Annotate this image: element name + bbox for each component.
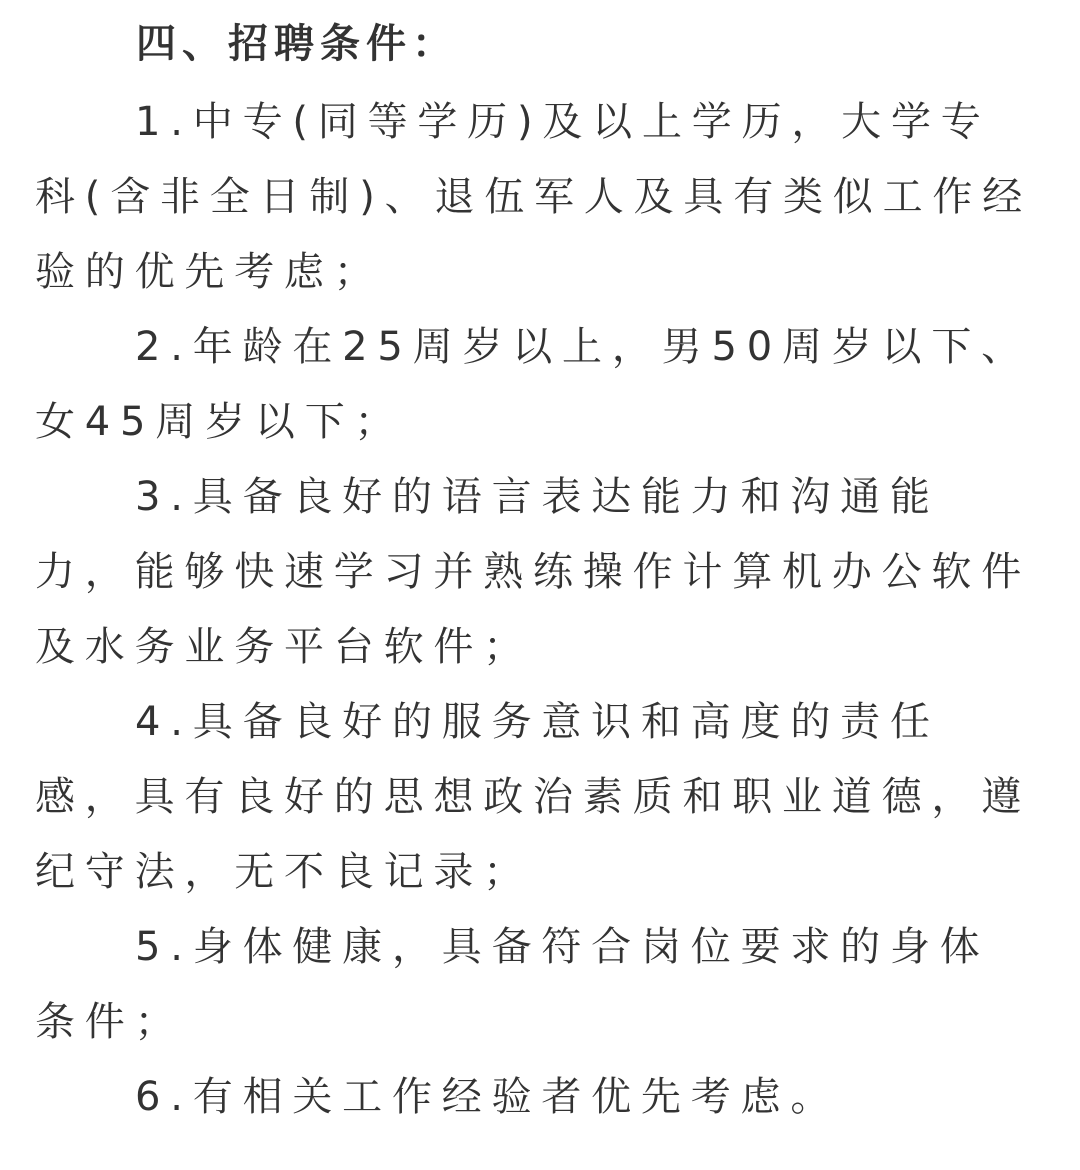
requirement-item-5: 5.身体健康，具备符合岗位要求的身体条件； <box>35 924 990 1045</box>
requirement-item-6: 6.有相关工作经验者优先考虑。 <box>135 1074 841 1120</box>
requirement-item-2: 2.年龄在25周岁以上，男50周岁以下、女45周岁以下； <box>35 324 1031 445</box>
requirement-item-3: 3.具备良好的语言表达能力和沟通能力，能够快速学习并熟练操作计算机办公软件及水务业务平台软件； <box>35 474 1031 670</box>
requirement-item-1: 1.中专(同等学历)及以上学历，大学专科(含非全日制)、退伍军人及具有类似工作经验的优先考虑； <box>35 99 1033 295</box>
section-heading: 四、招聘条件： <box>136 21 458 67</box>
requirement-item-4: 4.具备良好的服务意识和高度的责任感，具有良好的思想政治素质和职业道德，遵纪守法，无不良记录； <box>35 699 1031 895</box>
